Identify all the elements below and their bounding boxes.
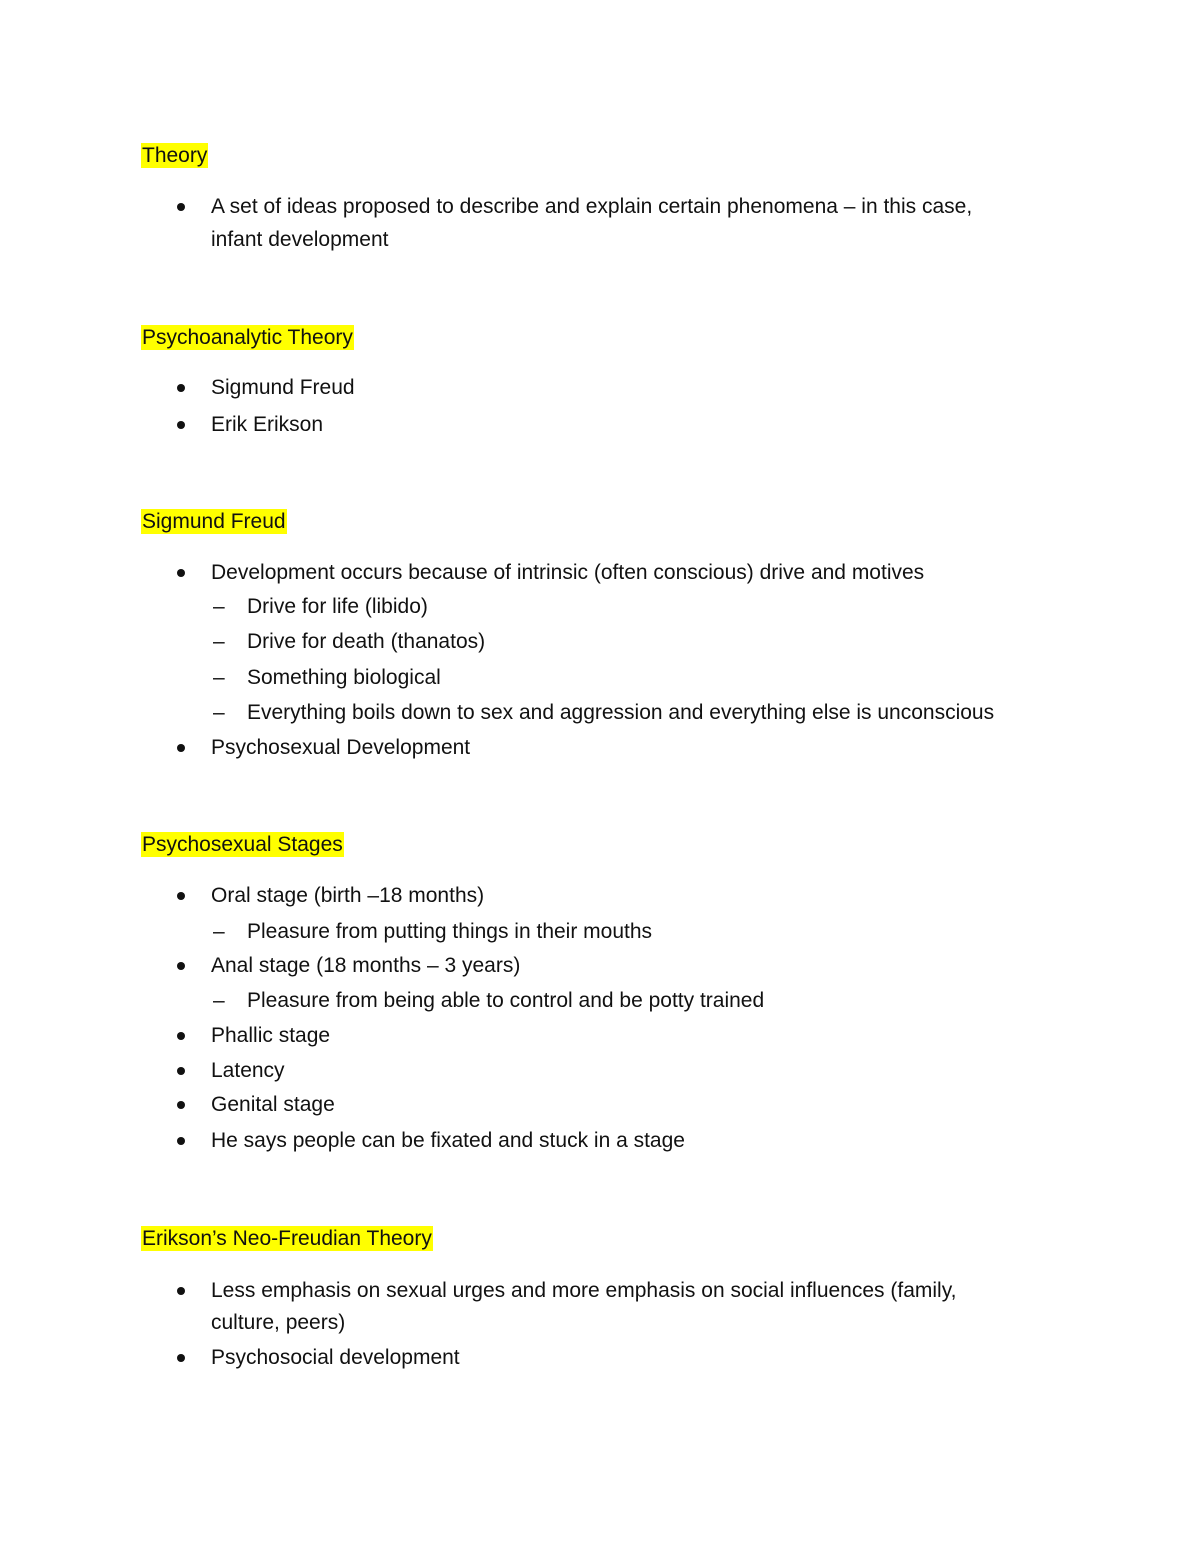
bullet-item: Anal stage (18 months – 3 years)	[211, 949, 1091, 982]
heading-sigmund-freud: Sigmund Freud	[142, 510, 286, 533]
bullet-item: Erik Erikson	[211, 408, 1091, 441]
dash-marker: –	[213, 595, 225, 618]
bullet-item: Latency	[211, 1054, 1091, 1087]
heading-eriksons-neo-freudian-theory: Erikson’s Neo-Freudian Theory	[142, 1227, 432, 1250]
heading-psychosexual-stages: Psychosexual Stages	[142, 833, 343, 856]
bullet-item: A set of ideas proposed to describe and explain certain phenomena – in this case,	[211, 190, 1091, 223]
bullet-item: He says people can be fixated and stuck in a stage	[211, 1124, 1091, 1157]
bullet-continuation: culture, peers)	[211, 1311, 346, 1334]
sub-item: – Pleasure from being able to control and be potty trained	[247, 984, 1107, 1017]
sub-item: – Drive for death (thanatos)	[247, 625, 1107, 658]
sub-item: – Drive for life (libido)	[247, 590, 1107, 623]
dash-marker: –	[213, 701, 225, 724]
bullet-item: Genital stage	[211, 1088, 1091, 1121]
dash-marker: –	[213, 920, 225, 943]
heading-theory: Theory	[142, 144, 208, 167]
bullet-item: Psychosexual Development	[211, 731, 1091, 764]
bullet-item: Development occurs because of intrinsic (often conscious) drive and motives	[211, 556, 1091, 589]
bullet-item: Sigmund Freud	[211, 371, 1091, 404]
bullet-item: Phallic stage	[211, 1019, 1091, 1052]
bullet-item: Less emphasis on sexual urges and more emphasis on social influences (family,	[211, 1274, 1091, 1307]
dash-marker: –	[213, 630, 225, 653]
bullet-continuation: infant development	[211, 228, 389, 251]
sub-item: – Something biological	[247, 661, 1107, 694]
bullet-item: Psychosocial development	[211, 1341, 1091, 1374]
bullet-item: Oral stage (birth –18 months)	[211, 879, 1091, 912]
sub-item: – Everything boils down to sex and aggression and everything else is unconscious	[247, 696, 1107, 729]
sub-item: – Pleasure from putting things in their mouths	[247, 915, 1107, 948]
heading-psychoanalytic-theory: Psychoanalytic Theory	[142, 326, 353, 349]
dash-marker: –	[213, 666, 225, 689]
dash-marker: –	[213, 989, 225, 1012]
